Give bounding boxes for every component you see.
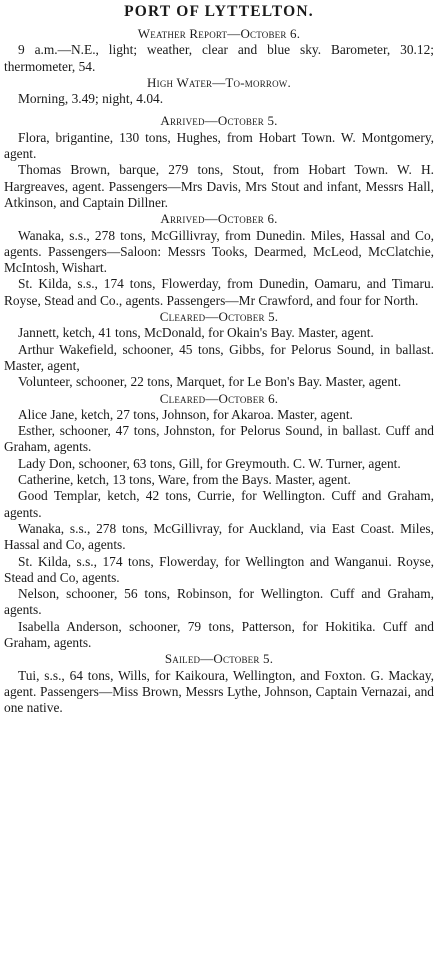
shipping-section [4,391,434,652]
shipping-sections [4,26,434,716]
shipping-entry: Esther, schooner, 47 tons, Johnston, for Pelorus Sound, in ballast. Cuff and Graham, agents. [4,423,434,455]
shipping-entry: Tui, s.s., 64 tons, Wills, for Kaikoura, Wellington, and Foxton. G. Mackay, agent. Passengers—Miss Brown, Messrs Lythe, Johnson, Captain Vernazai, and one native. [4,667,434,716]
section-heading: Sailed—October 5. [164,651,274,667]
shipping-entry: St. Kilda, s.s., 174 tons, Flowerday, for Wellington and Wanganui. Royse, Stead and Co, agents. [4,553,434,585]
shipping-entry: St. Kilda, s.s., 174 tons, Flowerday, from Dunedin, Oamaru, and Timaru. Royse, Stead and Co., agents. Passengers—Mr Crawford, and four for North. [4,276,434,308]
shipping-section [4,309,434,390]
shipping-entry: 9 a.m.—N.E., light; weather, clear and blue sky. Barometer, 30.12; thermometer, 54. [4,42,434,74]
shipping-entry: Flora, brigantine, 130 tons, Hughes, from Hobart Town. W. Montgomery, agent. [4,129,434,162]
page-title: PORT OF LYTTELTON. [124,3,314,20]
shipping-entry: Isabella Anderson, schooner, 79 tons, Patterson, for Hokitika. Cuff and Graham, agents. [4,618,434,650]
section-heading: High Water—To-morrow. [147,74,291,90]
section-heading: Arrived—October 6. [160,211,278,227]
shipping-entry: Alice Jane, ketch, 27 tons, Johnson, for Akaroa. Master, agent. [18,406,353,422]
shipping-entry: Lady Don, schooner, 63 tons, Gill, for Greymouth. C. W. Turner, agent. [18,455,401,471]
shipping-section [4,211,434,309]
shipping-entry: Wanaka, s.s., 278 tons, McGillivray, from Dunedin. Miles, Hassal and Co, agents. Passengers—Saloon: Messrs Tooks, Dearmed, McLeod, McClatchie, McIntosh, Wishart. [4,227,434,276]
section-heading: Cleared—October 6. [159,390,279,406]
section-heading: Arrived—October 5. [160,113,278,129]
shipping-section [4,75,434,108]
section-heading: Weather Report—October 6. [137,26,301,41]
shipping-entry: Nelson, schooner, 56 tons, Robinson, for Wellington. Cuff and Graham, agents. [4,586,434,618]
shipping-entry: Morning, 3.49; night, 4.04. [18,91,164,107]
section-heading: Cleared—October 5. [159,309,279,325]
shipping-section [4,651,434,716]
shipping-entry: Thomas Brown, barque, 279 tons, Stout, from Hobart Town. W. H. Hargreaves, agent. Passengers—Mrs Davis, Mrs Stout and infant, Messrs Hall, Atkinson, and Captain Dillner. [4,162,434,210]
shipping-entry: Catherine, ketch, 13 tons, Ware, from the Bays. Master, agent. [18,472,351,488]
shipping-entry: Wanaka, s.s., 278 tons, McGillivray, for Auckland, via East Coast. Miles, Hassal and Co, agents. [4,520,434,553]
shipping-entry: Volunteer, schooner, 22 tons, Marquet, for Le Bon's Bay. Master, agent. [18,374,402,390]
shipping-entry: Arthur Wakefield, schooner, 45 tons, Gibbs, for Pelorus Sound, in ballast. Master, agent, [4,341,434,373]
shipping-section [4,113,434,211]
shipping-entry: Jannett, ketch, 41 tons, McDonald, for Okain's Bay. Master, agent. [18,325,374,341]
shipping-section [4,26,434,75]
shipping-entry: Good Templar, ketch, 42 tons, Currie, for Wellington. Cuff and Graham, agents. [4,488,434,520]
